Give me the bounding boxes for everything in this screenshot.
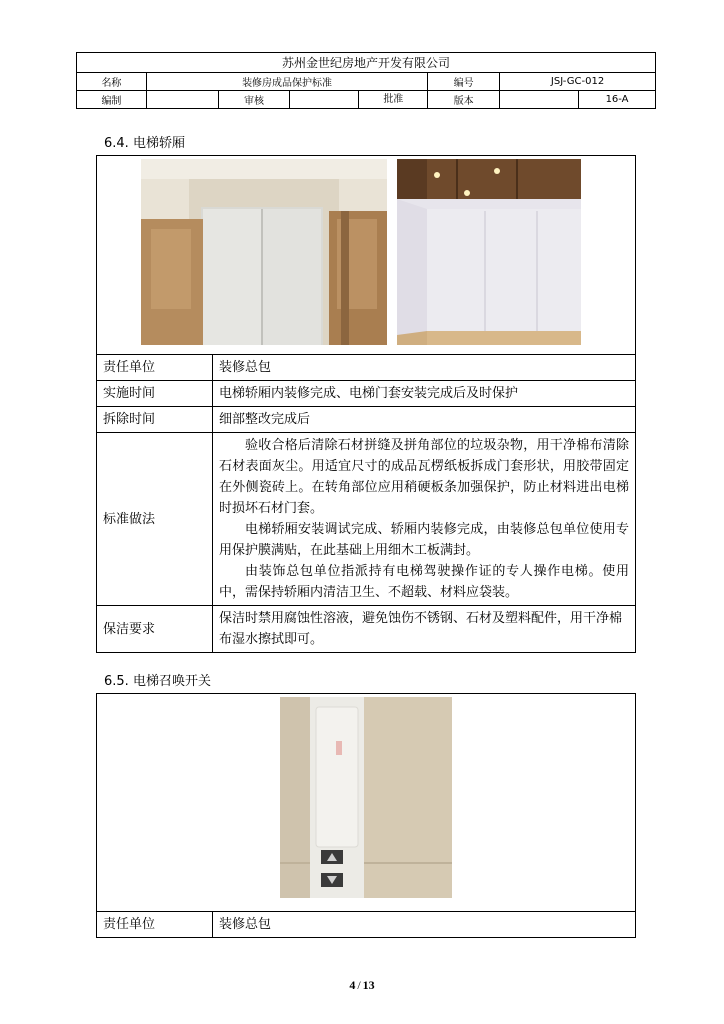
method-paragraph-2: 电梯轿厢安装调试完成、轿厢内装修完成，由装修总包单位使用专用保护膜满贴，在此基础上用细木工板满封。 xyxy=(219,522,629,558)
responsible-label: 责任单位 xyxy=(97,912,213,937)
call-button-table xyxy=(97,912,635,937)
cleaning-label: 保洁要求 xyxy=(97,606,213,653)
review-value xyxy=(290,91,359,108)
removal-label: 拆除时间 xyxy=(97,407,213,433)
version-label: 版本 xyxy=(428,91,500,109)
responsible-value: 装修总包 xyxy=(219,360,272,375)
page-number xyxy=(0,978,724,993)
cleaning-value: 保洁时禁用腐蚀性溶液，避免蚀伤不锈钢、石材及塑料配件，用干净棉布湿水擦拭即可。 xyxy=(213,606,636,653)
timing-value: 电梯轿厢内装修完成、电梯门套安装完成后及时保护 xyxy=(213,381,636,407)
elevator-door-photo xyxy=(141,159,387,345)
responsible-value: 装修总包 xyxy=(219,917,272,932)
section-title-elevator-car: 6.4. 电梯轿厢 xyxy=(104,136,185,151)
approve-label: 批准 xyxy=(383,94,404,105)
company-name: 苏州金世纪房地产开发有限公司 xyxy=(77,53,656,73)
author-label: 编制 xyxy=(77,91,147,109)
method-value xyxy=(213,433,636,606)
current-page: 4 xyxy=(349,978,356,992)
removal-value: 细部整改完成后 xyxy=(213,407,636,433)
document-header xyxy=(76,52,656,109)
number-label: 编号 xyxy=(428,73,500,91)
review-approve-cell xyxy=(290,91,428,109)
section-title-call-button: 6.5. 电梯召唤开关 xyxy=(104,674,211,689)
table-row xyxy=(97,381,635,407)
method-label: 标准做法 xyxy=(97,433,213,606)
review-label: 审核 xyxy=(218,91,290,109)
table-row xyxy=(97,355,635,381)
call-button-box xyxy=(96,693,636,938)
total-pages: 13 xyxy=(362,978,375,992)
approve-value xyxy=(500,91,579,108)
page-separator: / xyxy=(357,978,361,992)
call-button-photo xyxy=(280,697,452,898)
photo-row xyxy=(97,156,635,355)
table-row xyxy=(97,606,635,653)
method-paragraph-3: 由装饰总包单位指派持有电梯驾驶操作证的专人操作电梯。使用中，需保持轿厢内清洁卫生、不超载、材料应袋装。 xyxy=(219,564,629,600)
table-row xyxy=(97,407,635,433)
author-value xyxy=(146,91,218,109)
timing-label: 实施时间 xyxy=(97,381,213,407)
version-cell xyxy=(500,91,656,109)
elevator-interior-photo xyxy=(397,159,581,345)
number-value: JSJ-GC-012 xyxy=(500,73,656,91)
table-row xyxy=(97,912,635,937)
elevator-car-table xyxy=(97,355,635,652)
photo-row xyxy=(97,694,635,912)
table-row xyxy=(97,433,635,606)
name-value: 装修房成品保护标准 xyxy=(146,73,427,91)
responsible-label: 责任单位 xyxy=(97,355,213,381)
name-label: 名称 xyxy=(77,73,147,91)
elevator-car-box xyxy=(96,155,636,653)
method-paragraph-1: 验收合格后清除石材拼缝及拼角部位的垃圾杂物，用干净棉布清除石材表面灰尘。用适宜尺寸的成品瓦楞纸板拆成门套形状，用胶带固定在外侧瓷砖上。在转角部位应用稍硬板条加强保护，防止材料进出电梯时损坏石材门套。 xyxy=(219,438,629,516)
version-value: 16-A xyxy=(605,94,629,105)
